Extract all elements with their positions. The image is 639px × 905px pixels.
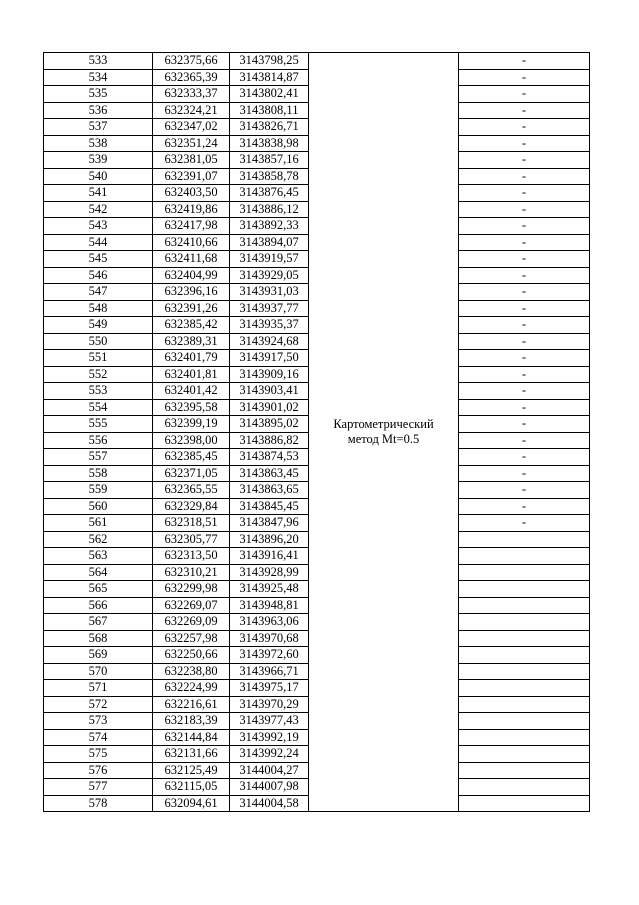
- note-cell: [459, 663, 590, 680]
- x-coordinate-cell: 632395,58: [153, 399, 230, 416]
- point-number-cell: 577: [44, 779, 153, 796]
- coordinates-table-body: [44, 53, 590, 812]
- note-cell: [459, 548, 590, 565]
- note-cell: -: [459, 234, 590, 251]
- point-number-cell: 542: [44, 201, 153, 218]
- point-number-cell: 555: [44, 416, 153, 433]
- note-cell: [459, 696, 590, 713]
- x-coordinate-cell: 632399,19: [153, 416, 230, 433]
- y-coordinate-cell: 3143857,16: [230, 152, 309, 169]
- point-number-cell: 538: [44, 135, 153, 152]
- note-cell: -: [459, 399, 590, 416]
- x-coordinate-cell: 632389,31: [153, 333, 230, 350]
- y-coordinate-cell: 3143858,78: [230, 168, 309, 185]
- y-coordinate-cell: 3143886,82: [230, 432, 309, 449]
- x-coordinate-cell: 632385,42: [153, 317, 230, 334]
- x-coordinate-cell: 632131,66: [153, 746, 230, 763]
- point-number-cell: 554: [44, 399, 153, 416]
- point-number-cell: 545: [44, 251, 153, 268]
- note-cell: -: [459, 53, 590, 70]
- note-cell: -: [459, 449, 590, 466]
- y-coordinate-cell: 3143972,60: [230, 647, 309, 664]
- note-cell: -: [459, 119, 590, 136]
- x-coordinate-cell: 632333,37: [153, 86, 230, 103]
- x-coordinate-cell: 632381,05: [153, 152, 230, 169]
- y-coordinate-cell: 3143970,68: [230, 630, 309, 647]
- y-coordinate-cell: 3143802,41: [230, 86, 309, 103]
- note-cell: -: [459, 185, 590, 202]
- y-coordinate-cell: 3143845,45: [230, 498, 309, 515]
- y-coordinate-cell: 3143966,71: [230, 663, 309, 680]
- point-number-cell: 563: [44, 548, 153, 565]
- note-cell: [459, 713, 590, 730]
- note-cell: [459, 746, 590, 763]
- x-coordinate-cell: 632224,99: [153, 680, 230, 697]
- y-coordinate-cell: 3143894,07: [230, 234, 309, 251]
- note-cell: -: [459, 383, 590, 400]
- y-coordinate-cell: 3143903,41: [230, 383, 309, 400]
- x-coordinate-cell: 632419,86: [153, 201, 230, 218]
- point-number-cell: 544: [44, 234, 153, 251]
- x-coordinate-cell: 632144,84: [153, 729, 230, 746]
- note-cell: [459, 581, 590, 598]
- note-cell: -: [459, 218, 590, 235]
- point-number-cell: 546: [44, 267, 153, 284]
- x-coordinate-cell: 632310,21: [153, 564, 230, 581]
- y-coordinate-cell: 3143863,65: [230, 482, 309, 499]
- y-coordinate-cell: 3143814,87: [230, 69, 309, 86]
- x-coordinate-cell: 632329,84: [153, 498, 230, 515]
- x-coordinate-cell: 632411,68: [153, 251, 230, 268]
- point-number-cell: 565: [44, 581, 153, 598]
- note-cell: -: [459, 201, 590, 218]
- note-cell: [459, 630, 590, 647]
- note-cell: -: [459, 482, 590, 499]
- note-cell: -: [459, 465, 590, 482]
- point-number-cell: 550: [44, 333, 153, 350]
- y-coordinate-cell: 3143863,45: [230, 465, 309, 482]
- x-coordinate-cell: 632238,80: [153, 663, 230, 680]
- x-coordinate-cell: 632391,26: [153, 300, 230, 317]
- x-coordinate-cell: 632125,49: [153, 762, 230, 779]
- note-cell: -: [459, 102, 590, 119]
- x-coordinate-cell: 632371,05: [153, 465, 230, 482]
- y-coordinate-cell: 3143826,71: [230, 119, 309, 136]
- x-coordinate-cell: 632365,39: [153, 69, 230, 86]
- note-cell: [459, 614, 590, 631]
- y-coordinate-cell: 3143948,81: [230, 597, 309, 614]
- note-cell: [459, 680, 590, 697]
- point-number-cell: 562: [44, 531, 153, 548]
- y-coordinate-cell: 3143808,11: [230, 102, 309, 119]
- x-coordinate-cell: 632324,21: [153, 102, 230, 119]
- note-cell: -: [459, 350, 590, 367]
- point-number-cell: 561: [44, 515, 153, 532]
- y-coordinate-cell: 3144007,98: [230, 779, 309, 796]
- y-coordinate-cell: 3143876,45: [230, 185, 309, 202]
- x-coordinate-cell: 632403,50: [153, 185, 230, 202]
- point-number-cell: 533: [44, 53, 153, 70]
- x-coordinate-cell: 632347,02: [153, 119, 230, 136]
- y-coordinate-cell: 3143929,05: [230, 267, 309, 284]
- point-number-cell: 556: [44, 432, 153, 449]
- point-number-cell: 549: [44, 317, 153, 334]
- x-coordinate-cell: 632401,42: [153, 383, 230, 400]
- point-number-cell: 540: [44, 168, 153, 185]
- point-number-cell: 567: [44, 614, 153, 631]
- note-cell: -: [459, 432, 590, 449]
- point-number-cell: 571: [44, 680, 153, 697]
- x-coordinate-cell: 632351,24: [153, 135, 230, 152]
- y-coordinate-cell: 3143977,43: [230, 713, 309, 730]
- point-number-cell: 547: [44, 284, 153, 301]
- note-cell: -: [459, 168, 590, 185]
- point-number-cell: 573: [44, 713, 153, 730]
- point-number-cell: 537: [44, 119, 153, 136]
- x-coordinate-cell: 632410,66: [153, 234, 230, 251]
- note-cell: [459, 597, 590, 614]
- note-cell: -: [459, 284, 590, 301]
- x-coordinate-cell: 632313,50: [153, 548, 230, 565]
- y-coordinate-cell: 3143896,20: [230, 531, 309, 548]
- note-cell: -: [459, 267, 590, 284]
- point-number-cell: 534: [44, 69, 153, 86]
- note-cell: [459, 729, 590, 746]
- x-coordinate-cell: 632257,98: [153, 630, 230, 647]
- y-coordinate-cell: 3143901,02: [230, 399, 309, 416]
- note-cell: [459, 762, 590, 779]
- point-number-cell: 560: [44, 498, 153, 515]
- note-cell: [459, 647, 590, 664]
- point-number-cell: 551: [44, 350, 153, 367]
- note-cell: -: [459, 152, 590, 169]
- y-coordinate-cell: 3143917,50: [230, 350, 309, 367]
- y-coordinate-cell: 3143975,17: [230, 680, 309, 697]
- y-coordinate-cell: 3143970,29: [230, 696, 309, 713]
- x-coordinate-cell: 632401,81: [153, 366, 230, 383]
- x-coordinate-cell: 632385,45: [153, 449, 230, 466]
- note-cell: -: [459, 86, 590, 103]
- point-number-cell: 578: [44, 795, 153, 812]
- coordinates-table: [43, 52, 590, 812]
- point-number-cell: 564: [44, 564, 153, 581]
- x-coordinate-cell: 632269,07: [153, 597, 230, 614]
- y-coordinate-cell: 3143838,98: [230, 135, 309, 152]
- table-row: [44, 53, 590, 70]
- x-coordinate-cell: 632250,66: [153, 647, 230, 664]
- point-number-cell: 543: [44, 218, 153, 235]
- note-cell: -: [459, 515, 590, 532]
- point-number-cell: 541: [44, 185, 153, 202]
- y-coordinate-cell: 3143892,33: [230, 218, 309, 235]
- point-number-cell: 552: [44, 366, 153, 383]
- point-number-cell: 572: [44, 696, 153, 713]
- y-coordinate-cell: 3143895,02: [230, 416, 309, 433]
- x-coordinate-cell: 632401,79: [153, 350, 230, 367]
- note-cell: -: [459, 317, 590, 334]
- y-coordinate-cell: 3143909,16: [230, 366, 309, 383]
- y-coordinate-cell: 3143931,03: [230, 284, 309, 301]
- y-coordinate-cell: 3143874,53: [230, 449, 309, 466]
- method-cell: [309, 53, 459, 812]
- method-label-line1: Картометрический: [333, 417, 434, 431]
- y-coordinate-cell: 3143963,06: [230, 614, 309, 631]
- y-coordinate-cell: 3143925,48: [230, 581, 309, 598]
- note-cell: -: [459, 498, 590, 515]
- note-cell: -: [459, 135, 590, 152]
- point-number-cell: 566: [44, 597, 153, 614]
- x-coordinate-cell: 632404,99: [153, 267, 230, 284]
- note-cell: [459, 564, 590, 581]
- point-number-cell: 568: [44, 630, 153, 647]
- y-coordinate-cell: 3143935,37: [230, 317, 309, 334]
- point-number-cell: 553: [44, 383, 153, 400]
- note-cell: [459, 795, 590, 812]
- x-coordinate-cell: 632269,09: [153, 614, 230, 631]
- point-number-cell: 557: [44, 449, 153, 466]
- point-number-cell: 570: [44, 663, 153, 680]
- x-coordinate-cell: 632398,00: [153, 432, 230, 449]
- point-number-cell: 539: [44, 152, 153, 169]
- y-coordinate-cell: 3144004,58: [230, 795, 309, 812]
- x-coordinate-cell: 632094,61: [153, 795, 230, 812]
- note-cell: [459, 531, 590, 548]
- x-coordinate-cell: 632375,66: [153, 53, 230, 70]
- y-coordinate-cell: 3143992,24: [230, 746, 309, 763]
- y-coordinate-cell: 3144004,27: [230, 762, 309, 779]
- note-cell: -: [459, 300, 590, 317]
- x-coordinate-cell: 632115,05: [153, 779, 230, 796]
- y-coordinate-cell: 3143924,68: [230, 333, 309, 350]
- point-number-cell: 558: [44, 465, 153, 482]
- y-coordinate-cell: 3143798,25: [230, 53, 309, 70]
- x-coordinate-cell: 632396,16: [153, 284, 230, 301]
- point-number-cell: 559: [44, 482, 153, 499]
- y-coordinate-cell: 3143937,77: [230, 300, 309, 317]
- point-number-cell: 574: [44, 729, 153, 746]
- method-label-line2: метод Mt=0.5: [347, 432, 420, 446]
- y-coordinate-cell: 3143847,96: [230, 515, 309, 532]
- y-coordinate-cell: 3143928,99: [230, 564, 309, 581]
- x-coordinate-cell: 632318,51: [153, 515, 230, 532]
- y-coordinate-cell: 3143992,19: [230, 729, 309, 746]
- note-cell: -: [459, 251, 590, 268]
- note-cell: -: [459, 333, 590, 350]
- point-number-cell: 569: [44, 647, 153, 664]
- x-coordinate-cell: 632417,98: [153, 218, 230, 235]
- y-coordinate-cell: 3143886,12: [230, 201, 309, 218]
- note-cell: -: [459, 69, 590, 86]
- y-coordinate-cell: 3143919,57: [230, 251, 309, 268]
- y-coordinate-cell: 3143916,41: [230, 548, 309, 565]
- point-number-cell: 576: [44, 762, 153, 779]
- x-coordinate-cell: 632305,77: [153, 531, 230, 548]
- x-coordinate-cell: 632299,98: [153, 581, 230, 598]
- point-number-cell: 535: [44, 86, 153, 103]
- x-coordinate-cell: 632216,61: [153, 696, 230, 713]
- point-number-cell: 548: [44, 300, 153, 317]
- note-cell: -: [459, 416, 590, 433]
- x-coordinate-cell: 632183,39: [153, 713, 230, 730]
- x-coordinate-cell: 632391,07: [153, 168, 230, 185]
- x-coordinate-cell: 632365,55: [153, 482, 230, 499]
- point-number-cell: 575: [44, 746, 153, 763]
- point-number-cell: 536: [44, 102, 153, 119]
- note-cell: [459, 779, 590, 796]
- note-cell: -: [459, 366, 590, 383]
